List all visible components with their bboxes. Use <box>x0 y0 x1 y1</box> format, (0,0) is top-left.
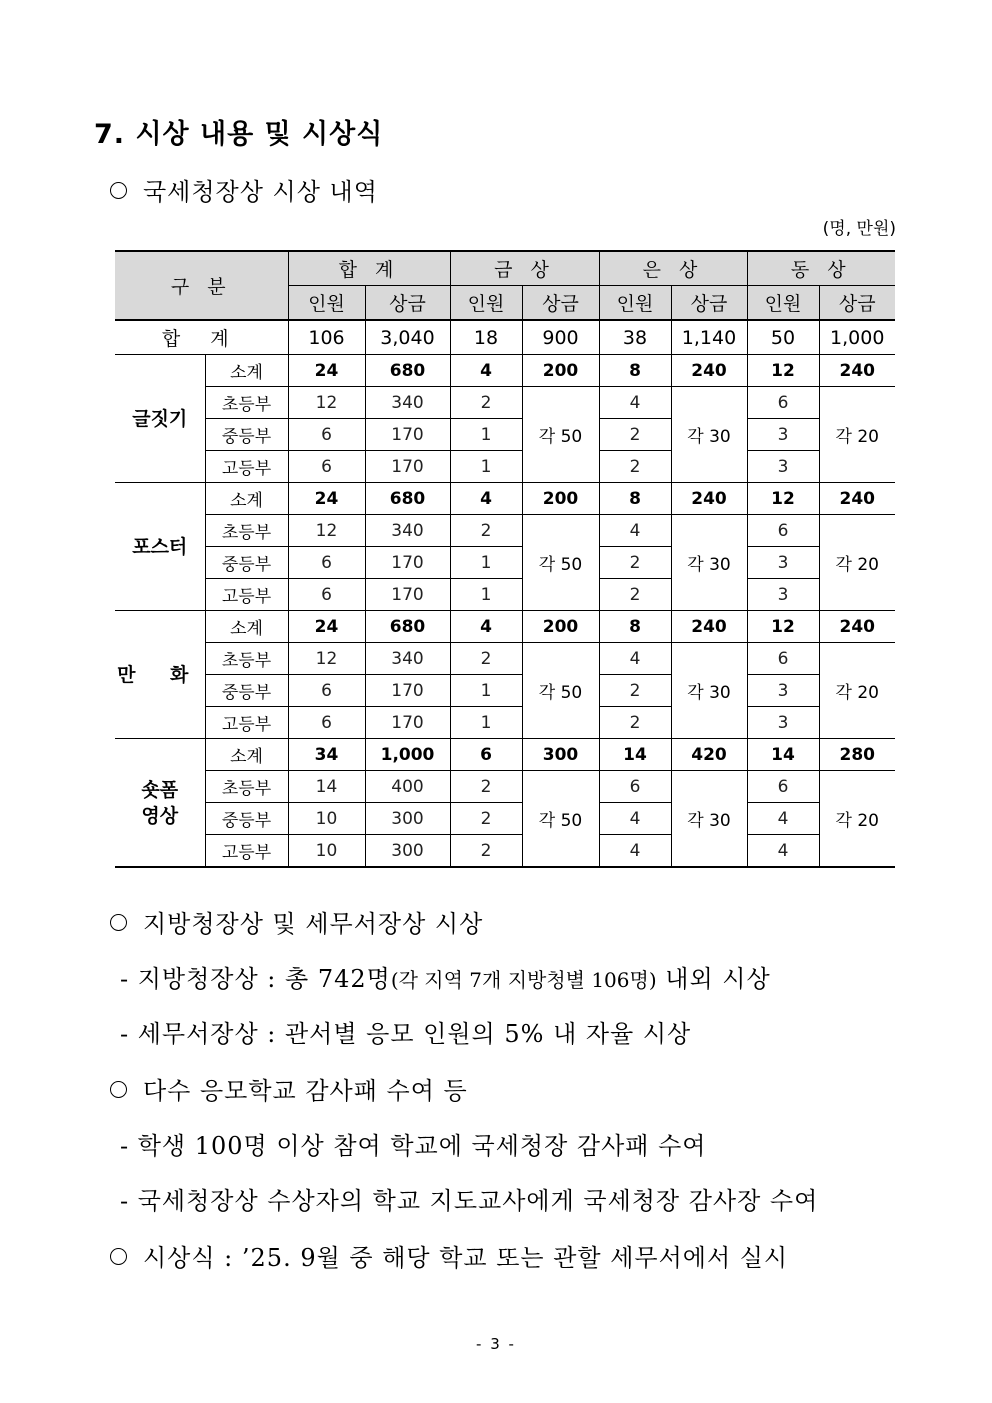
table-cell: 6 <box>288 419 365 451</box>
bronze-each-cell: 각 20 <box>819 643 895 739</box>
table-cell: 170 <box>365 547 450 579</box>
unit-label: (명, 만원) <box>822 219 896 239</box>
table-cell: 24 <box>288 483 365 515</box>
table-cell: 6 <box>747 771 819 803</box>
table-cell: 680 <box>365 355 450 387</box>
total-label: 합 계 <box>115 320 288 355</box>
table-cell: 6 <box>288 579 365 611</box>
section-title: 7. 시상 내용 및 시상식 <box>94 119 384 150</box>
table-cell: 280 <box>819 739 895 771</box>
regional-item-1-note: (각 지역 7개 지방청별 106명) <box>390 968 657 992</box>
page-number: - 3 - <box>476 1335 516 1353</box>
table-cell: 2 <box>599 419 671 451</box>
table-row <box>115 547 895 579</box>
subheader-cell: 인원 <box>288 286 365 321</box>
ceremony-line <box>110 1238 788 1273</box>
table-cell: 4 <box>450 355 522 387</box>
table-cell: 200 <box>522 483 599 515</box>
division-label: 중등부 <box>205 419 288 451</box>
header-bronze: 동 상 <box>747 251 895 286</box>
table-cell: 1 <box>450 451 522 483</box>
category-label-line: 숏폼 <box>141 778 179 801</box>
total-cell: 18 <box>450 320 522 355</box>
table-row <box>115 835 895 868</box>
table-cell: 3 <box>747 547 819 579</box>
division-label: 중등부 <box>205 547 288 579</box>
table-cell: 6 <box>747 643 819 675</box>
total-cell: 50 <box>747 320 819 355</box>
circle-bullet-icon <box>110 182 127 199</box>
regional-heading-text: 지방청장상 및 세무서장상 시상 <box>143 910 484 938</box>
table-cell: 1 <box>450 579 522 611</box>
table-cell: 200 <box>522 611 599 643</box>
total-cell: 900 <box>522 320 599 355</box>
subheader-cell: 인원 <box>747 286 819 321</box>
award-table-heading <box>110 172 378 207</box>
subtotal-label: 소계 <box>205 483 288 515</box>
plaques-item-2: - 국세청장상 수상자의 학교 지도교사에게 국세청장 감사장 수여 <box>120 1187 819 1215</box>
division-label: 초등부 <box>205 771 288 803</box>
circle-bullet-icon <box>110 914 127 931</box>
table-cell: 170 <box>365 579 450 611</box>
table-cell: 6 <box>288 707 365 739</box>
table-cell: 2 <box>450 835 522 868</box>
total-cell: 38 <box>599 320 671 355</box>
table-cell: 4 <box>747 835 819 868</box>
table-cell: 2 <box>599 579 671 611</box>
table-cell: 170 <box>365 451 450 483</box>
table-cell: 12 <box>747 611 819 643</box>
bronze-each-cell: 각 20 <box>819 771 895 868</box>
silver-each-cell: 각 30 <box>671 643 747 739</box>
subheader-cell: 인원 <box>450 286 522 321</box>
table-cell: 3 <box>747 419 819 451</box>
category-label-line: 영상 <box>141 804 179 827</box>
table-cell: 1 <box>450 675 522 707</box>
table-cell: 340 <box>365 387 450 419</box>
gold-each-cell: 각 50 <box>522 387 599 483</box>
table-cell: 24 <box>288 611 365 643</box>
table-cell: 10 <box>288 803 365 835</box>
circle-bullet-icon <box>110 1248 127 1265</box>
table-cell: 2 <box>450 515 522 547</box>
ceremony-text: 시상식 : ’25. 9월 중 해당 학교 또는 관할 세무서에서 실시 <box>143 1244 789 1272</box>
table-cell: 12 <box>747 355 819 387</box>
table-cell: 240 <box>819 483 895 515</box>
table-cell: 8 <box>599 483 671 515</box>
division-label: 고등부 <box>205 835 288 868</box>
table-cell: 340 <box>365 515 450 547</box>
table-cell: 4 <box>599 515 671 547</box>
gold-each-cell: 각 50 <box>522 771 599 868</box>
table-total-row <box>115 320 895 355</box>
plaques-item-1: - 학생 100명 이상 참여 학교에 국세청장 감사패 수여 <box>120 1132 707 1160</box>
table-cell: 3 <box>747 451 819 483</box>
table-row <box>115 387 895 419</box>
category-label: 만 화 <box>115 611 205 739</box>
table-cell: 6 <box>747 515 819 547</box>
table-cell: 300 <box>522 739 599 771</box>
table-row <box>115 675 895 707</box>
table-cell: 4 <box>599 835 671 868</box>
division-label: 초등부 <box>205 387 288 419</box>
circle-bullet-icon <box>110 1081 127 1098</box>
table-cell: 420 <box>671 739 747 771</box>
subheader-cell: 인원 <box>599 286 671 321</box>
table-cell: 3 <box>747 675 819 707</box>
division-label: 초등부 <box>205 643 288 675</box>
table-cell: 680 <box>365 611 450 643</box>
table-cell: 6 <box>288 547 365 579</box>
table-cell: 24 <box>288 355 365 387</box>
table-cell: 1 <box>450 707 522 739</box>
table-cell: 200 <box>522 355 599 387</box>
award-table <box>115 250 895 868</box>
table-cell: 34 <box>288 739 365 771</box>
table-cell: 12 <box>288 515 365 547</box>
category-label: 글짓기 <box>115 355 205 483</box>
table-cell: 4 <box>599 803 671 835</box>
table-cell: 170 <box>365 419 450 451</box>
table-cell: 10 <box>288 835 365 868</box>
table-cell: 4 <box>747 803 819 835</box>
award-table-heading-text: 국세청장상 시상 내역 <box>143 178 378 206</box>
table-cell: 14 <box>599 739 671 771</box>
table-cell: 4 <box>450 611 522 643</box>
table-cell: 240 <box>671 611 747 643</box>
table-row <box>115 707 895 739</box>
division-label: 고등부 <box>205 707 288 739</box>
subtotal-label: 소계 <box>205 739 288 771</box>
total-cell: 1,140 <box>671 320 747 355</box>
table-cell: 2 <box>599 707 671 739</box>
table-cell: 6 <box>288 675 365 707</box>
table-cell: 340 <box>365 643 450 675</box>
table-row <box>115 643 895 675</box>
table-header-row <box>115 251 895 286</box>
bronze-each-cell: 각 20 <box>819 387 895 483</box>
table-cell: 12 <box>288 643 365 675</box>
table-cell: 680 <box>365 483 450 515</box>
table-cell: 240 <box>671 355 747 387</box>
header-gold: 금 상 <box>450 251 599 286</box>
table-row <box>115 419 895 451</box>
table-cell: 2 <box>599 675 671 707</box>
table-cell: 240 <box>671 483 747 515</box>
header-total: 합 계 <box>288 251 450 286</box>
table-row <box>115 739 895 771</box>
table-cell: 6 <box>599 771 671 803</box>
division-label: 초등부 <box>205 515 288 547</box>
gold-each-cell: 각 50 <box>522 643 599 739</box>
table-cell: 4 <box>599 643 671 675</box>
table-cell: 240 <box>819 355 895 387</box>
table-cell: 8 <box>599 355 671 387</box>
table-cell: 2 <box>450 643 522 675</box>
table-cell: 240 <box>819 611 895 643</box>
bronze-each-cell: 각 20 <box>819 515 895 611</box>
subheader-cell: 상금 <box>522 286 599 321</box>
silver-each-cell: 각 30 <box>671 387 747 483</box>
category-label: 포스터 <box>115 483 205 611</box>
header-category: 구 분 <box>115 251 288 320</box>
table-cell: 170 <box>365 707 450 739</box>
table-row <box>115 515 895 547</box>
total-cell: 106 <box>288 320 365 355</box>
plaques-heading <box>110 1071 468 1106</box>
regional-item-1 <box>120 959 771 994</box>
table-row <box>115 803 895 835</box>
table-cell: 4 <box>599 387 671 419</box>
table-cell: 3 <box>747 579 819 611</box>
table-cell: 12 <box>288 387 365 419</box>
table-row <box>115 355 895 387</box>
table-row <box>115 771 895 803</box>
table-cell: 170 <box>365 675 450 707</box>
table-cell: 6 <box>288 451 365 483</box>
silver-each-cell: 각 30 <box>671 515 747 611</box>
table-cell: 2 <box>599 547 671 579</box>
table-cell: 14 <box>288 771 365 803</box>
subtotal-label: 소계 <box>205 355 288 387</box>
table-row <box>115 451 895 483</box>
table-cell: 2 <box>599 451 671 483</box>
table-row <box>115 611 895 643</box>
table-cell: 2 <box>450 771 522 803</box>
gold-each-cell: 각 50 <box>522 515 599 611</box>
table-cell: 8 <box>599 611 671 643</box>
division-label: 중등부 <box>205 675 288 707</box>
table-cell: 300 <box>365 803 450 835</box>
table-cell: 2 <box>450 387 522 419</box>
subheader-cell: 상금 <box>671 286 747 321</box>
total-cell: 1,000 <box>819 320 895 355</box>
table-cell: 2 <box>450 803 522 835</box>
subheader-cell: 상금 <box>365 286 450 321</box>
table-cell: 12 <box>747 483 819 515</box>
category-label <box>115 739 205 868</box>
division-label: 고등부 <box>205 579 288 611</box>
table-cell: 14 <box>747 739 819 771</box>
total-cell: 3,040 <box>365 320 450 355</box>
table-cell: 1 <box>450 419 522 451</box>
table-cell: 400 <box>365 771 450 803</box>
division-label: 고등부 <box>205 451 288 483</box>
regional-item-1-tail: 내외 시상 <box>656 965 771 993</box>
table-cell: 1 <box>450 547 522 579</box>
table-cell: 3 <box>747 707 819 739</box>
table-row <box>115 483 895 515</box>
table-cell: 4 <box>450 483 522 515</box>
subheader-cell: 상금 <box>819 286 895 321</box>
table-cell: 300 <box>365 835 450 868</box>
subtotal-label: 소계 <box>205 611 288 643</box>
silver-each-cell: 각 30 <box>671 771 747 868</box>
table-cell: 6 <box>747 387 819 419</box>
table-cell: 1,000 <box>365 739 450 771</box>
regional-item-2: - 세무서장상 : 관서별 응모 인원의 5% 내 자율 시상 <box>120 1020 692 1048</box>
table-row <box>115 579 895 611</box>
plaques-heading-text: 다수 응모학교 감사패 수여 등 <box>143 1077 468 1105</box>
header-silver: 은 상 <box>599 251 747 286</box>
table-cell: 6 <box>450 739 522 771</box>
division-label: 중등부 <box>205 803 288 835</box>
regional-item-1-main: - 지방청장상 : 총 742명 <box>120 965 391 993</box>
regional-heading <box>110 904 483 939</box>
